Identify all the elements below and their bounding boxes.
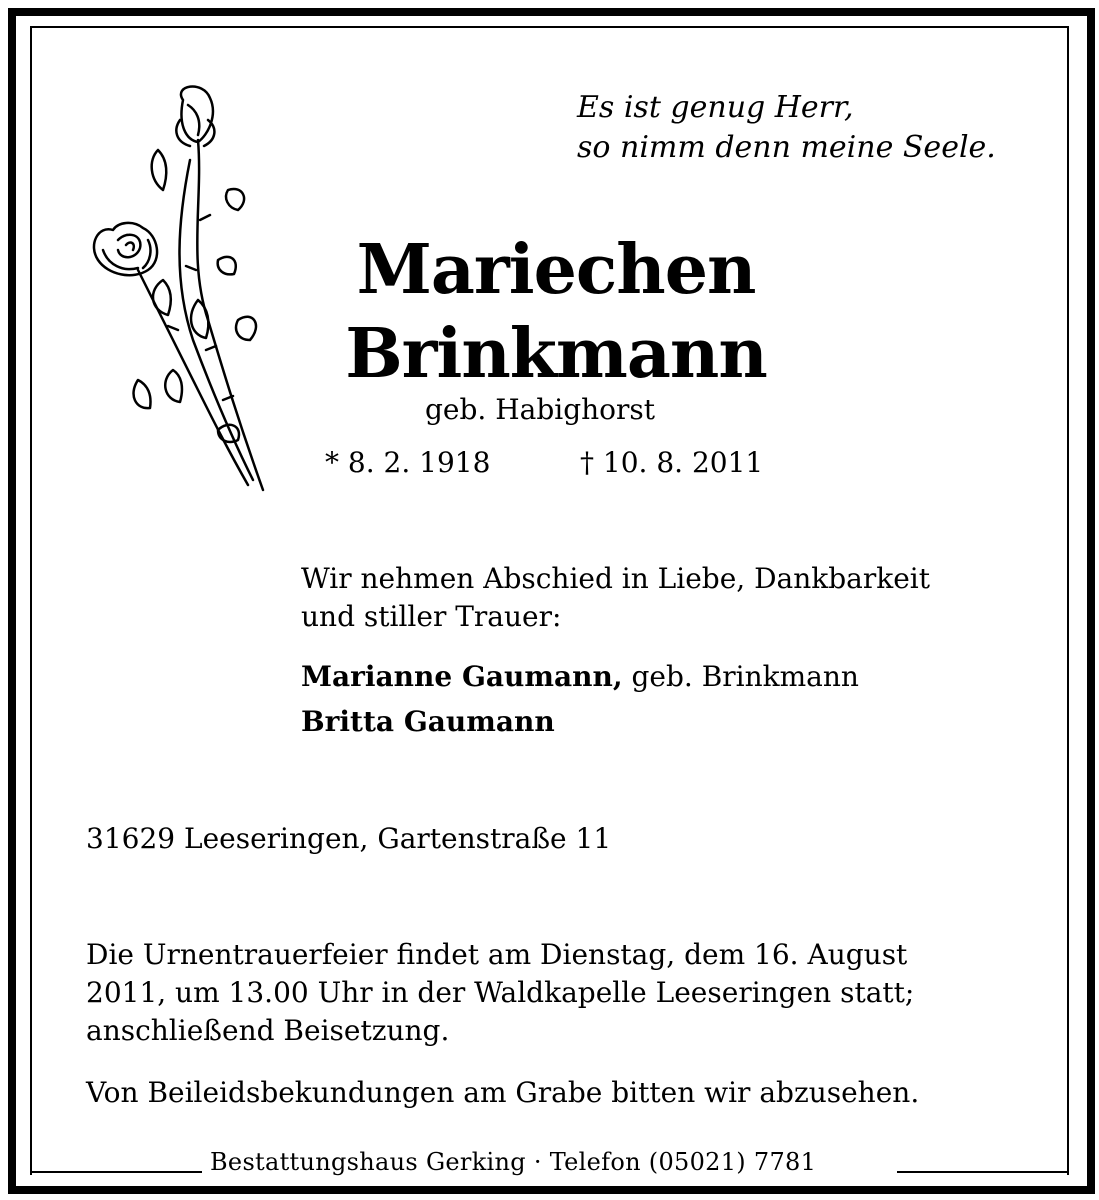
mourner-1-name: Marianne Gaumann, <box>301 660 623 693</box>
deceased-first-name: Mariechen <box>356 230 756 310</box>
footer-rule-left <box>30 1171 202 1173</box>
mourner-1 <box>301 660 859 693</box>
ceremony-text <box>86 936 1036 1050</box>
bible-quote <box>577 88 996 168</box>
deceased-name <box>316 228 796 396</box>
quote-line-2: so nimm denn meine Seele. <box>577 130 996 165</box>
rose-illustration <box>78 80 278 500</box>
maiden-name: geb. Habighorst <box>425 393 656 426</box>
ceremony-line-3: anschließend Beisetzung. <box>86 1014 450 1047</box>
birth-date: * 8. 2. 1918 <box>325 446 491 479</box>
ceremony-line-2: 2011, um 13.00 Uhr in der Waldkapelle Leeseringen statt; <box>86 976 915 1009</box>
quote-line-1: Es ist genug Herr, <box>577 90 854 125</box>
farewell-text <box>301 560 1031 636</box>
ceremony-line-1: Die Urnentrauerfeier findet am Dienstag, dem 16. August <box>86 938 908 971</box>
footer-rule-right <box>897 1171 1067 1173</box>
deceased-last-name: Brinkmann <box>345 314 767 394</box>
funeral-home-footer: Bestattungshaus Gerking · Telefon (05021) 7781 <box>210 1148 817 1176</box>
mourner-2-name: Britta Gaumann <box>301 705 555 738</box>
outer-border-bottom <box>8 1186 1095 1194</box>
farewell-line-1: Wir nehmen Abschied in Liebe, Dankbarkeit <box>301 562 930 595</box>
family-address: 31629 Leeseringen, Gartenstraße 11 <box>86 822 612 855</box>
mourner-1-note: geb. Brinkmann <box>631 660 859 693</box>
condolence-note: Von Beileidsbekundungen am Grabe bitten wir abzusehen. <box>86 1076 920 1109</box>
death-date: † 10. 8. 2011 <box>580 446 764 479</box>
farewell-line-2: und stiller Trauer: <box>301 600 562 633</box>
